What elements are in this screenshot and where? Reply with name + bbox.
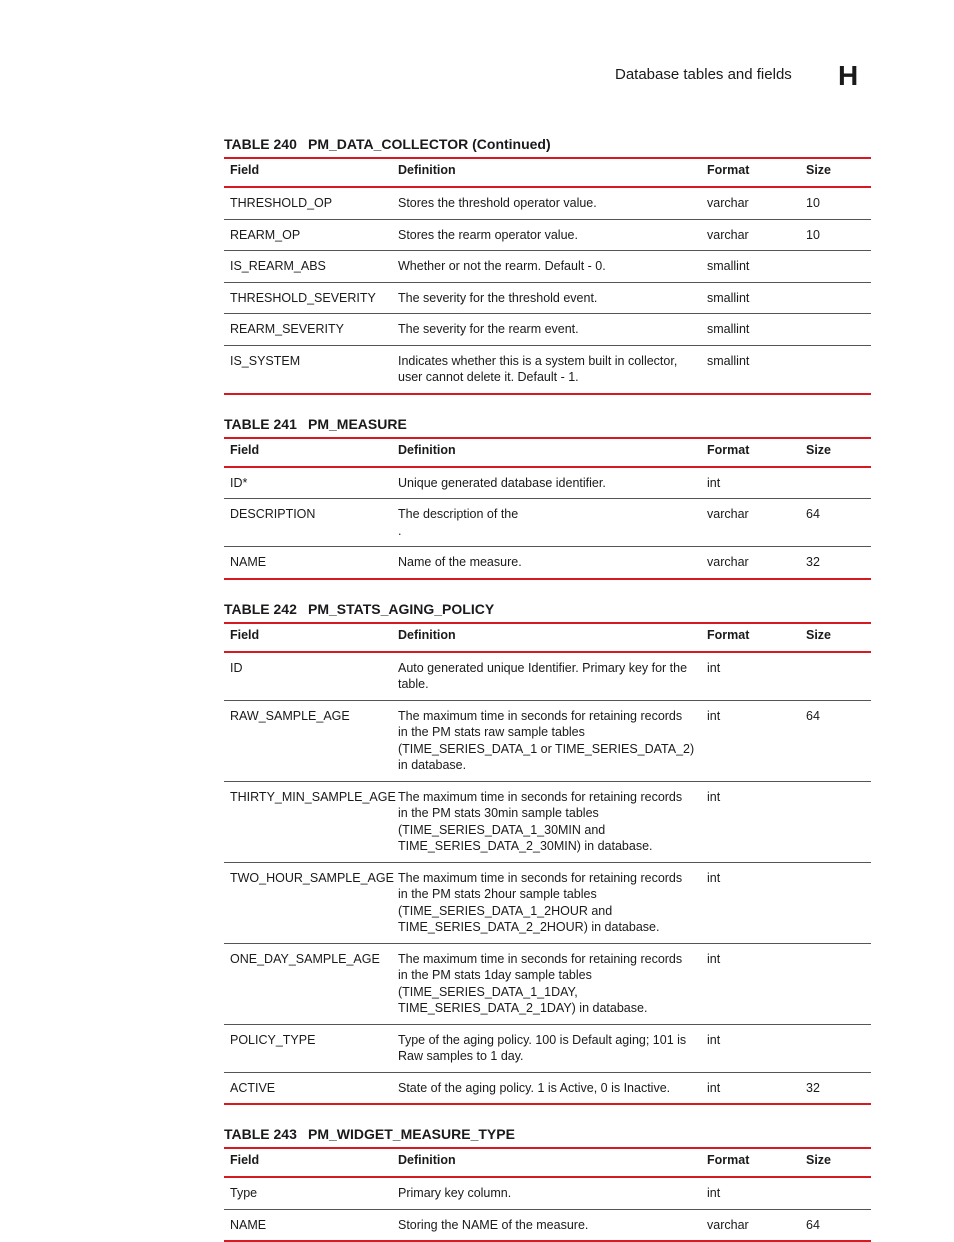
table-row <box>224 862 871 943</box>
table-caption <box>224 598 871 622</box>
table-cell: varchar <box>701 499 800 547</box>
table-row <box>224 499 871 547</box>
appendix-letter: H <box>838 60 859 91</box>
table-block <box>224 1123 871 1242</box>
table-cell: smallint <box>701 345 800 394</box>
table-cell: Whether or not the rearm. Default - 0. <box>392 251 701 283</box>
table-cell: THIRTY_MIN_SAMPLE_AGE <box>224 781 392 862</box>
running-header-title: Database tables and fields <box>615 66 792 83</box>
table-cell: ONE_DAY_SAMPLE_AGE <box>224 943 392 1024</box>
column-header: Field <box>224 623 392 652</box>
column-header: Field <box>224 438 392 467</box>
table-cell: 64 <box>800 1209 871 1241</box>
table-cell: Stores the threshold operator value. <box>392 187 701 219</box>
table-cell: ACTIVE <box>224 1072 392 1104</box>
column-header: Format <box>701 623 800 652</box>
table-row <box>224 187 871 219</box>
data-table <box>224 622 871 1106</box>
table-row <box>224 1209 871 1241</box>
table-row <box>224 467 871 499</box>
table-block <box>224 598 871 1106</box>
table-caption <box>224 1123 871 1147</box>
table-cell: Indicates whether this is a system built in collector, user cannot delete it. Default - 1. <box>392 345 701 394</box>
table-cell: RAW_SAMPLE_AGE <box>224 700 392 781</box>
table-cell: ID <box>224 652 392 701</box>
table-cell: int <box>701 1024 800 1072</box>
table-cell: varchar <box>701 547 800 579</box>
table-cell: int <box>701 862 800 943</box>
table-cell: IS_REARM_ABS <box>224 251 392 283</box>
table-cell: The maximum time in seconds for retaining records in the PM stats raw sample tables (TIME_SERIES_DATA_1 or TIME_SERIES_DATA_2) in database. <box>392 700 701 781</box>
table-row <box>224 282 871 314</box>
table-cell: 32 <box>800 547 871 579</box>
table-number: TABLE 242 <box>224 600 297 617</box>
table-caption <box>224 133 871 157</box>
table-cell: int <box>701 781 800 862</box>
column-header: Field <box>224 158 392 187</box>
column-header: Definition <box>392 1148 701 1177</box>
table-gap <box>224 395 871 413</box>
table-cell: The maximum time in seconds for retaining records in the PM stats 2hour sample tables (TIME_SERIES_DATA_1_2HOUR and TIME_SERIES_DATA_2_2HOUR) in database. <box>392 862 701 943</box>
table-cell: varchar <box>701 219 800 251</box>
data-table <box>224 157 871 395</box>
table-cell <box>800 345 871 394</box>
table-cell: The maximum time in seconds for retaining records in the PM stats 1day sample tables (TIME_SERIES_DATA_1_1DAY, TIME_SERIES_DATA_2_1DAY) in database. <box>392 943 701 1024</box>
table-cell: The severity for the rearm event. <box>392 314 701 346</box>
table-row <box>224 781 871 862</box>
table-cell: Stores the rearm operator value. <box>392 219 701 251</box>
table-cell <box>800 652 871 701</box>
table-cell: 64 <box>800 499 871 547</box>
table-cell: int <box>701 652 800 701</box>
table-row <box>224 1177 871 1209</box>
table-cell <box>800 282 871 314</box>
table-gap <box>224 1105 871 1123</box>
table-cell: THRESHOLD_OP <box>224 187 392 219</box>
column-header: Size <box>800 1148 871 1177</box>
table-cell <box>800 862 871 943</box>
table-header-row <box>224 438 871 467</box>
table-cell: Type of the aging policy. 100 is Default aging; 101 is Raw samples to 1 day. <box>392 1024 701 1072</box>
table-cell: varchar <box>701 1209 800 1241</box>
table-cell <box>800 467 871 499</box>
table-row <box>224 652 871 701</box>
table-name: PM_WIDGET_MEASURE_TYPE <box>308 1126 515 1142</box>
table-cell: DESCRIPTION <box>224 499 392 547</box>
table-caption <box>224 413 871 437</box>
table-number: TABLE 241 <box>224 415 297 432</box>
table-row <box>224 700 871 781</box>
table-cell: State of the aging policy. 1 is Active, 0 is Inactive. <box>392 1072 701 1104</box>
table-row <box>224 1024 871 1072</box>
table-cell <box>800 314 871 346</box>
table-cell: The description of the . <box>392 499 701 547</box>
table-cell: POLICY_TYPE <box>224 1024 392 1072</box>
column-header: Definition <box>392 623 701 652</box>
table-header-row <box>224 158 871 187</box>
table-cell: 10 <box>800 219 871 251</box>
table-block <box>224 133 871 395</box>
table-name: PM_DATA_COLLECTOR (Continued) <box>308 136 551 152</box>
table-cell: Type <box>224 1177 392 1209</box>
table-cell: Auto generated unique Identifier. Primary key for the table. <box>392 652 701 701</box>
table-cell: int <box>701 700 800 781</box>
table-row <box>224 219 871 251</box>
table-cell: IS_SYSTEM <box>224 345 392 394</box>
table-cell <box>800 781 871 862</box>
table-number: TABLE 240 <box>224 136 297 152</box>
table-cell: smallint <box>701 282 800 314</box>
table-cell: The severity for the threshold event. <box>392 282 701 314</box>
table-cell: 32 <box>800 1072 871 1104</box>
column-header: Format <box>701 158 800 187</box>
table-cell: smallint <box>701 314 800 346</box>
data-table <box>224 437 871 580</box>
table-cell <box>800 1024 871 1072</box>
table-row <box>224 547 871 579</box>
column-header: Field <box>224 1148 392 1177</box>
table-cell: int <box>701 1072 800 1104</box>
table-cell: int <box>701 943 800 1024</box>
column-header: Definition <box>392 158 701 187</box>
table-cell: smallint <box>701 251 800 283</box>
table-gap <box>224 580 871 598</box>
column-header: Definition <box>392 438 701 467</box>
table-cell: The maximum time in seconds for retaining records in the PM stats 30min sample tables (TIME_SERIES_DATA_1_30MIN and TIME_SERIES_DATA_2_30MIN) in database. <box>392 781 701 862</box>
table-cell: int <box>701 467 800 499</box>
table-cell: TWO_HOUR_SAMPLE_AGE <box>224 862 392 943</box>
column-header: Size <box>800 438 871 467</box>
table-cell: REARM_OP <box>224 219 392 251</box>
table-block <box>224 413 871 580</box>
table-cell: Primary key column. <box>392 1177 701 1209</box>
table-row <box>224 251 871 283</box>
table-cell: REARM_SEVERITY <box>224 314 392 346</box>
table-cell: int <box>701 1177 800 1209</box>
data-table <box>224 1147 871 1242</box>
table-cell: 10 <box>800 187 871 219</box>
table-name: PM_STATS_AGING_POLICY <box>308 600 495 617</box>
table-cell <box>800 943 871 1024</box>
table-cell: THRESHOLD_SEVERITY <box>224 282 392 314</box>
column-header: Size <box>800 158 871 187</box>
table-row <box>224 943 871 1024</box>
table-number: TABLE 243 <box>224 1126 297 1142</box>
table-cell: Name of the measure. <box>392 547 701 579</box>
table-header-row <box>224 1148 871 1177</box>
table-cell: NAME <box>224 547 392 579</box>
page-header <box>0 60 954 90</box>
table-row <box>224 1072 871 1104</box>
table-row <box>224 314 871 346</box>
table-cell: ID* <box>224 467 392 499</box>
table-cell: varchar <box>701 187 800 219</box>
table-cell: Unique generated database identifier. <box>392 467 701 499</box>
table-row <box>224 345 871 394</box>
tables-container <box>224 133 871 1242</box>
table-cell: NAME <box>224 1209 392 1241</box>
table-cell: 64 <box>800 700 871 781</box>
table-name: PM_MEASURE <box>308 415 407 432</box>
column-header: Format <box>701 1148 800 1177</box>
table-cell <box>800 251 871 283</box>
table-cell <box>800 1177 871 1209</box>
table-header-row <box>224 623 871 652</box>
table-cell: Storing the NAME of the measure. <box>392 1209 701 1241</box>
column-header: Size <box>800 623 871 652</box>
column-header: Format <box>701 438 800 467</box>
